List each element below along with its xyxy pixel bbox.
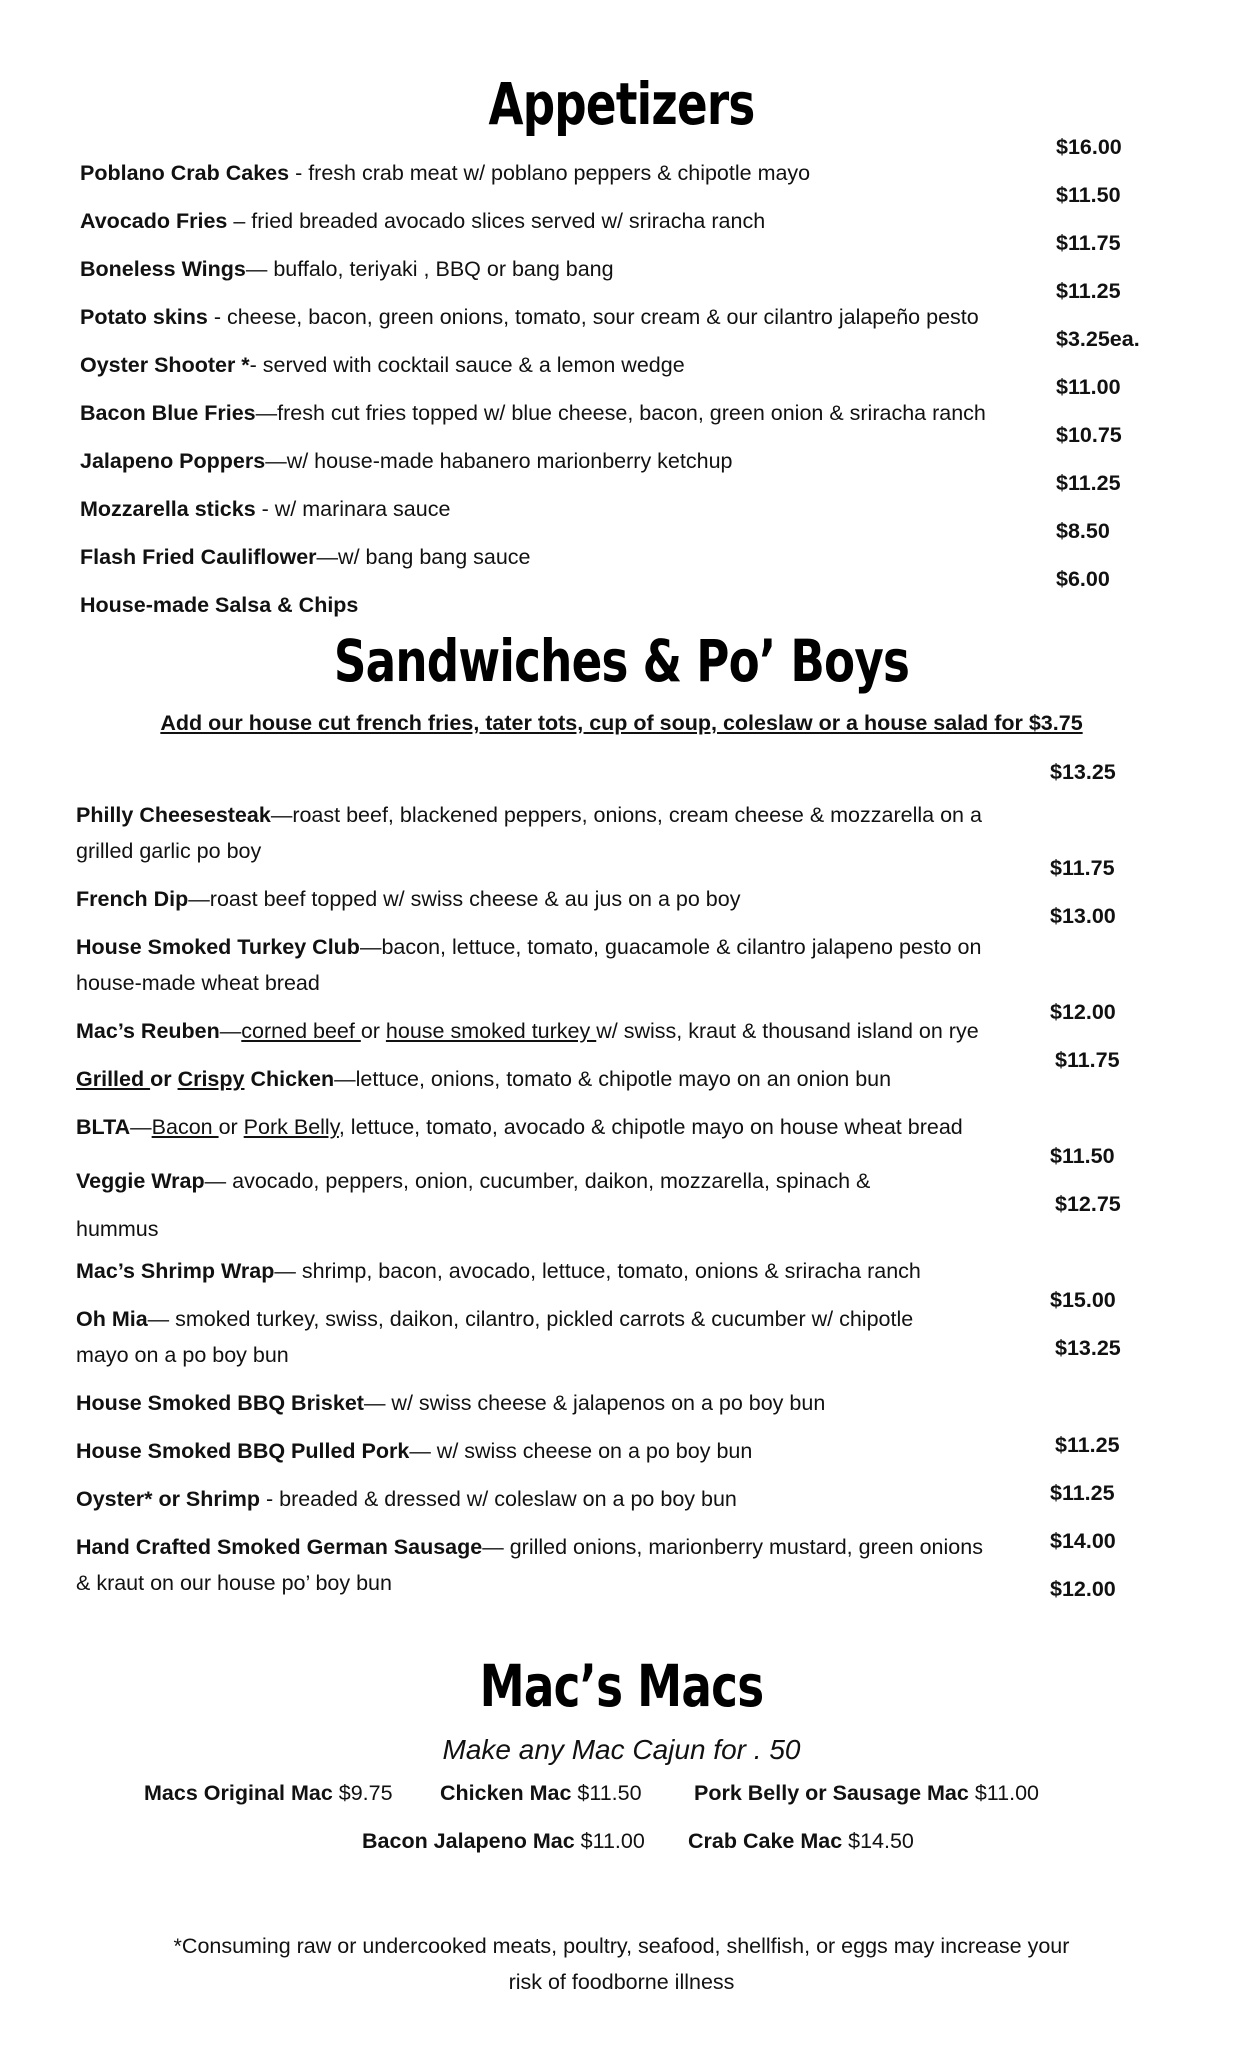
price: $12.75 xyxy=(1055,1192,1121,1216)
menu-item: Bacon Blue Fries—fresh cut fries topped w/ blue cheese, bacon, green onion & sriracha ranch xyxy=(80,401,986,425)
cajun-note: Make any Mac Cajun for . 50 xyxy=(442,1734,801,1765)
price: $11.75 xyxy=(1050,856,1115,880)
appetizers-heading: Appetizers xyxy=(488,70,755,138)
menu-item: House-made Salsa & Chips xyxy=(80,593,359,617)
mac-item: Chicken Mac $11.50 xyxy=(440,1781,642,1805)
menu-item: French Dip—roast beef topped w/ swiss cheese & au jus on a po boy xyxy=(76,887,741,911)
menu-item: Boneless Wings— buffalo, teriyaki , BBQ or bang bang xyxy=(80,257,614,281)
menu-item: Oyster* or Shrimp - breaded & dressed w/ coleslaw on a po boy bun xyxy=(76,1487,737,1511)
price: $10.75 xyxy=(1056,423,1122,447)
menu-item: Mac’s Reuben—corned beef or house smoked turkey w/ swiss, kraut & thousand island on rye xyxy=(76,1019,979,1043)
price: $11.50 xyxy=(1056,183,1121,207)
price: $11.25 xyxy=(1056,279,1121,303)
menu-item: Mac’s Shrimp Wrap— shrimp, bacon, avocado, lettuce, tomato, onions & sriracha ranch xyxy=(76,1259,921,1283)
menu-item: House Smoked BBQ Pulled Pork— w/ swiss cheese on a po boy bun xyxy=(76,1439,753,1463)
menu-item: House Smoked Turkey Club—bacon, lettuce, tomato, guacamole & cilantro jalapeno pesto on house-made wheat bread xyxy=(76,935,982,995)
disclaimer xyxy=(0,1928,1243,2000)
price: $14.00 xyxy=(1050,1529,1116,1553)
menu-item: Potato skins - cheese, bacon, green onions, tomato, sour cream & our cilantro jalapeño pesto xyxy=(80,305,979,329)
price: $3.25ea. xyxy=(1056,327,1140,351)
disclaimer-line: risk of foodborne illness xyxy=(508,1970,735,1994)
mac-item: Macs Original Mac $9.75 xyxy=(144,1781,393,1805)
menu-item: Flash Fried Cauliflower—w/ bang bang sauce xyxy=(80,545,531,569)
menu-item: Jalapeno Poppers—w/ house-made habanero marionberry ketchup xyxy=(80,449,733,473)
price: $11.00 xyxy=(1056,375,1121,399)
price: $8.50 xyxy=(1056,519,1110,543)
price: $11.75 xyxy=(1055,1048,1120,1072)
sandwiches-heading: Sandwiches & Po’ Boys xyxy=(333,627,910,695)
menu-item: Oh Mia— smoked turkey, swiss, daikon, cilantro, pickled carrots & cucumber w/ chipotle mayo on a po boy bun xyxy=(76,1307,914,1367)
menu-item: Grilled or Crispy Chicken—lettuce, onions, tomato & chipotle mayo on an onion bun xyxy=(76,1067,892,1091)
menu-item: Oyster Shooter *- served with cocktail sauce & a lemon wedge xyxy=(80,353,685,377)
price: $6.00 xyxy=(1056,567,1110,591)
price: $15.00 xyxy=(1050,1288,1116,1312)
price: $11.25 xyxy=(1055,1433,1120,1457)
menu-item: Avocado Fries – fried breaded avocado slices served w/ sriracha ranch xyxy=(80,209,766,233)
menu-item: BLTA—Bacon or Pork Belly, lettuce, tomato, avocado & chipotle mayo on house wheat bread xyxy=(76,1115,963,1139)
price: $11.75 xyxy=(1056,231,1121,255)
mac-item: Crab Cake Mac $14.50 xyxy=(688,1829,914,1853)
price: $11.25 xyxy=(1050,1481,1115,1505)
price: $13.25 xyxy=(1055,1336,1121,1360)
menu-item: House Smoked BBQ Brisket— w/ swiss cheese & jalapenos on a po boy bun xyxy=(76,1391,826,1415)
mac-item: Pork Belly or Sausage Mac $11.00 xyxy=(694,1781,1039,1805)
mac-item: Bacon Jalapeno Mac $11.00 xyxy=(362,1829,645,1853)
price: $12.00 xyxy=(1050,1000,1116,1024)
menu-item: Philly Cheesesteak—roast beef, blackened peppers, onions, cream cheese & mozzarella on a grilled garlic po boy xyxy=(76,803,982,863)
menu-item: Hand Crafted Smoked German Sausage— grilled onions, marionberry mustard, green onions & kraut on our house po’ boy bun xyxy=(76,1535,983,1595)
price: $12.00 xyxy=(1050,1577,1116,1601)
disclaimer-line: *Consuming raw or undercooked meats, poultry, seafood, shellfish, or eggs may increase your xyxy=(173,1934,1070,1958)
price: $11.25 xyxy=(1056,471,1121,495)
price: $13.25 xyxy=(1050,760,1116,784)
macs-heading: Mac’s Macs xyxy=(479,1652,764,1720)
price: $16.00 xyxy=(1056,135,1122,159)
price: $13.00 xyxy=(1050,904,1116,928)
menu-item: Mozzarella sticks - w/ marinara sauce xyxy=(80,497,451,521)
addon-note: Add our house cut french fries, tater tots, cup of soup, coleslaw or a house salad for $3.75 xyxy=(160,711,1083,735)
price: $11.50 xyxy=(1050,1144,1115,1168)
menu-item: Poblano Crab Cakes - fresh crab meat w/ poblano peppers & chipotle mayo xyxy=(80,161,811,185)
menu-item: Veggie Wrap— avocado, peppers, onion, cucumber, daikon, mozzarella, spinach & hummus xyxy=(76,1169,871,1241)
